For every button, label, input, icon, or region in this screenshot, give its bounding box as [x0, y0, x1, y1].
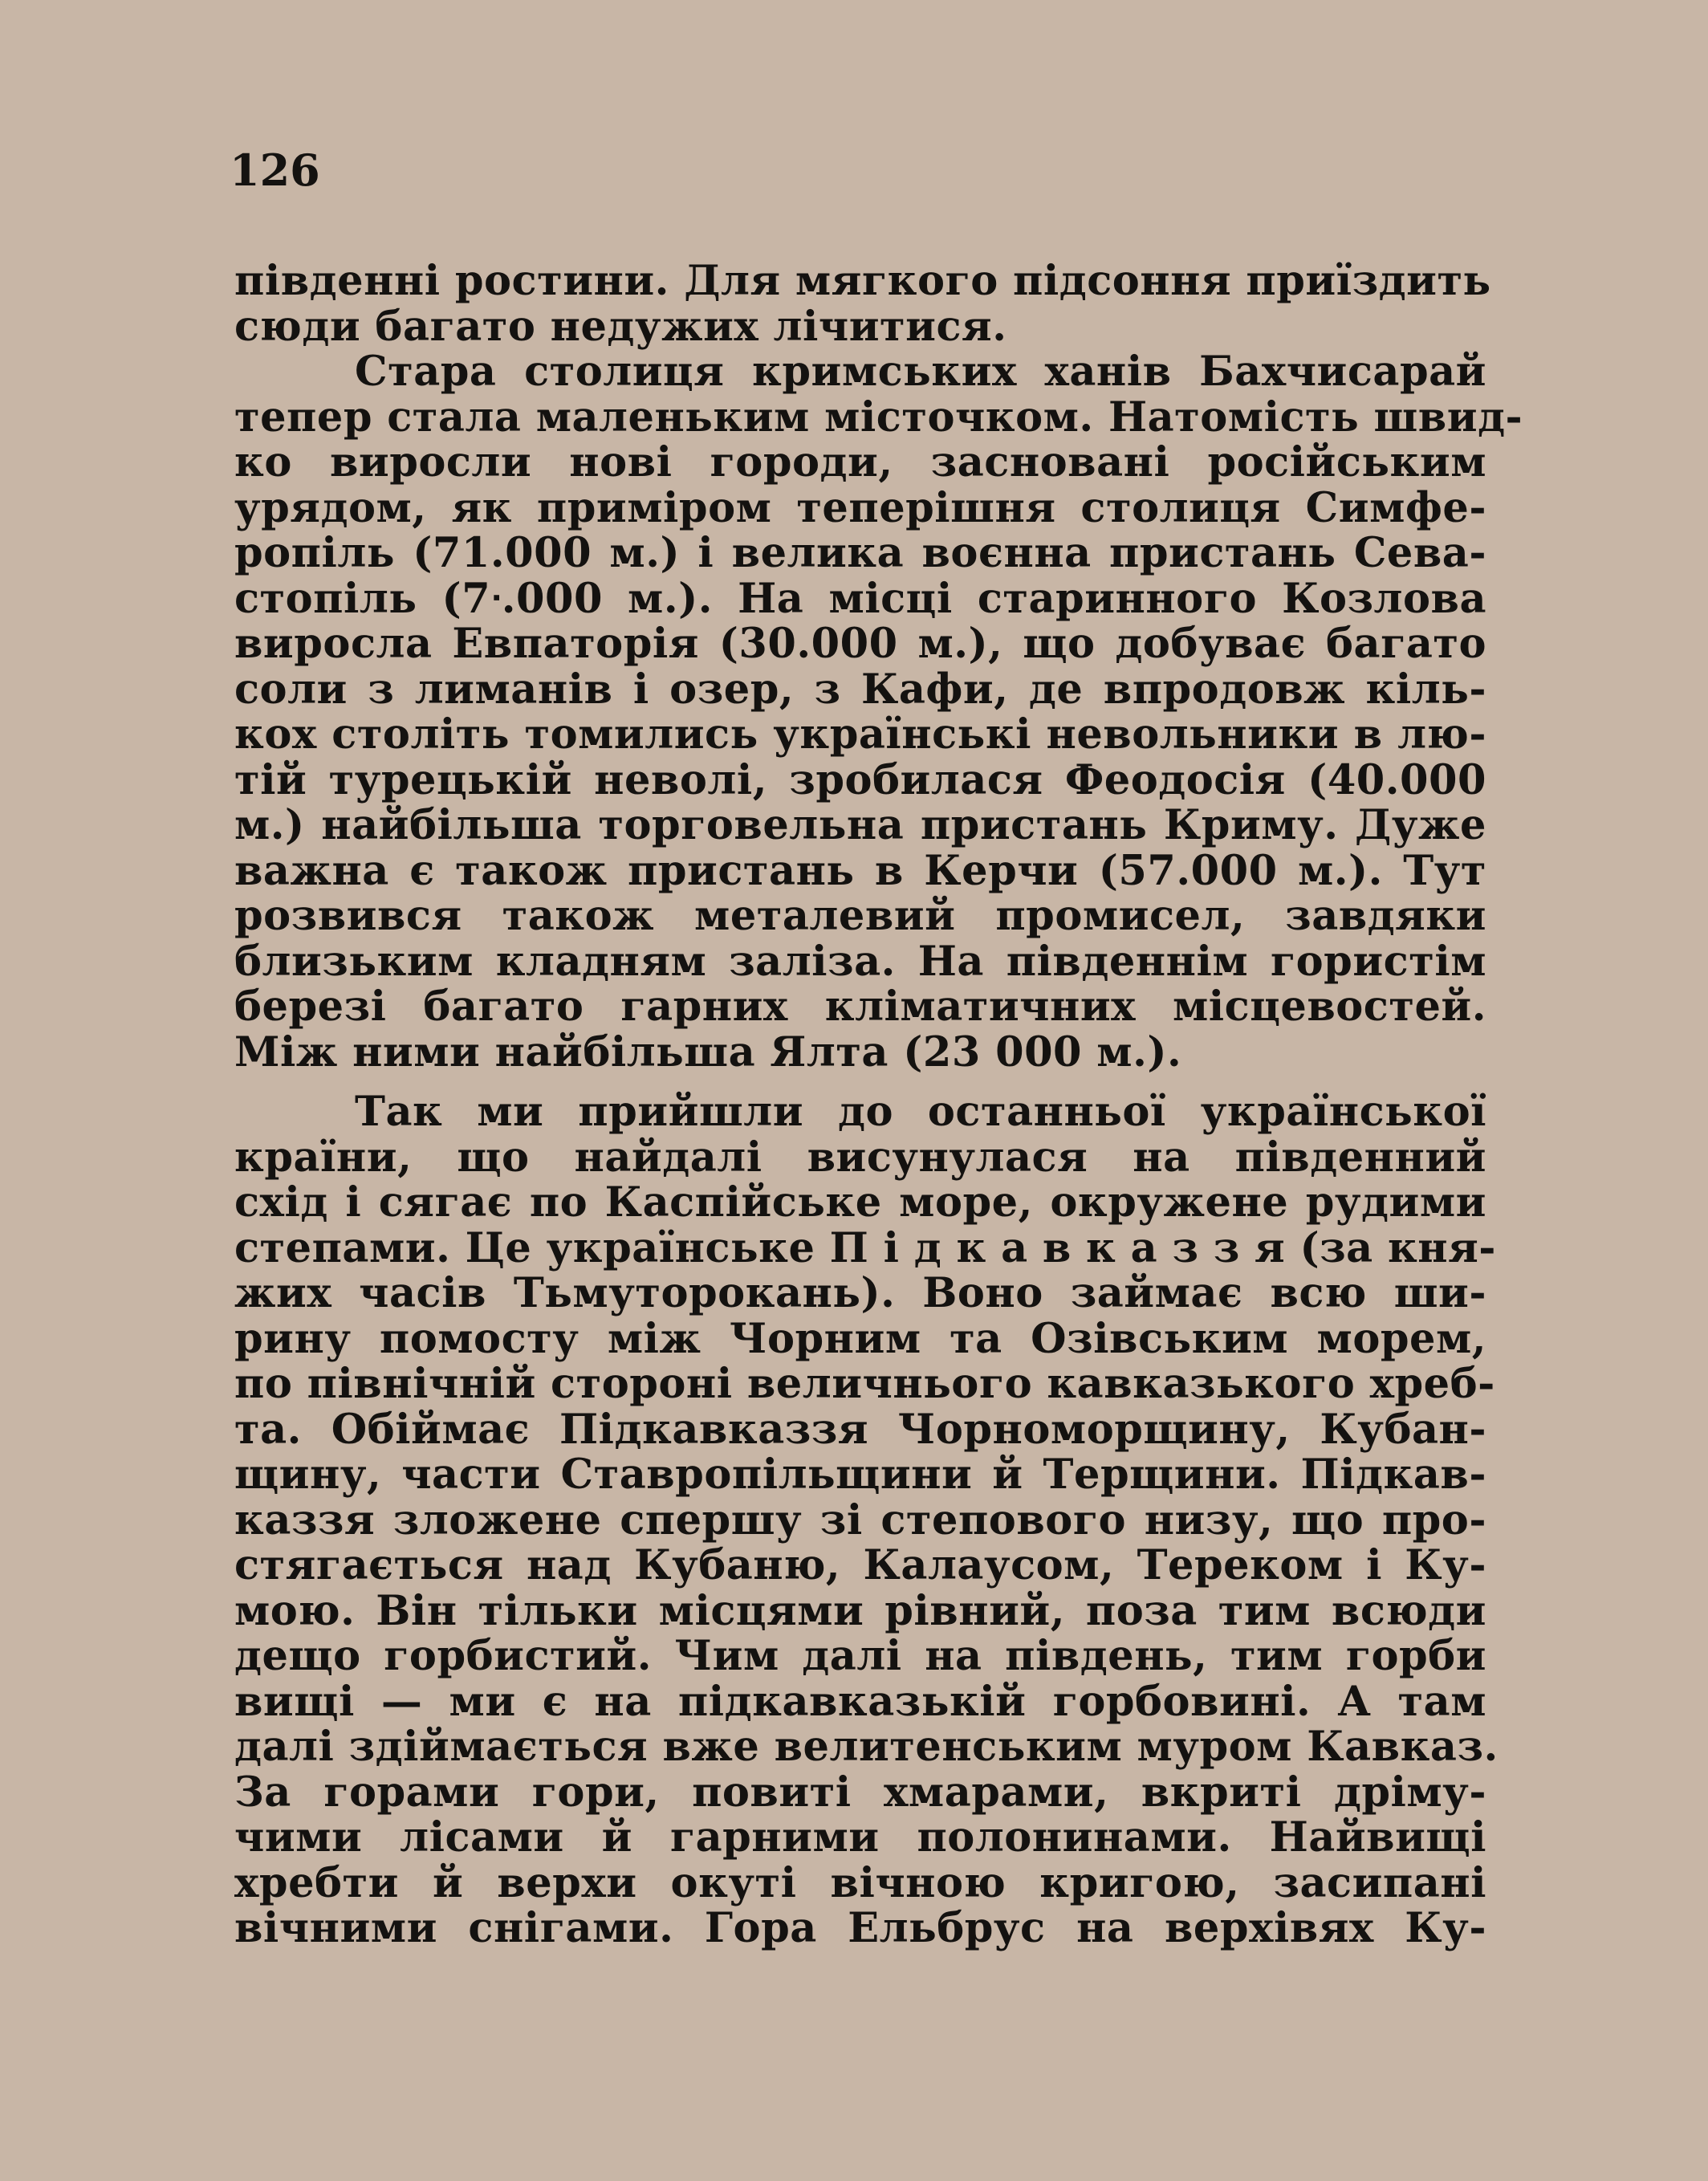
text-line: За горами гори, повиті хмарами, вкриті дріму- — [234, 1768, 1486, 1817]
text-line: рину помосту між Чорним та Озівським морем, — [234, 1314, 1486, 1363]
text-line: стягається над Кубаню, Калаусом, Тереком і Ку- — [234, 1541, 1486, 1589]
text-line: важна є також пристань в Керчи (57.000 м.). Тут — [234, 846, 1486, 895]
text-line: соли з лиманів і озер, з Кафи, де впродовж кіль- — [234, 665, 1486, 714]
text-line: південні ростини. Для мягкого підсоння приїздить — [234, 257, 1491, 305]
page-number: 126 — [230, 144, 320, 196]
body-text — [234, 257, 1523, 1952]
text-line: чими лісами й гарними полонинами. Найвищі — [234, 1813, 1486, 1862]
text-line: країни, що найдалі висунулася на південний — [234, 1133, 1486, 1182]
text-line: виросла Евпаторія (30.000 м.), що добуває багато — [234, 620, 1486, 668]
paragraph — [234, 1088, 1499, 1952]
text-line: далі здіймається вже велитенським муром Кавказ. — [234, 1723, 1499, 1771]
text-line: каззя зложене спершу зі степового низу, що про- — [234, 1495, 1486, 1544]
text-line: степами. Це українське П і д к а в к а з з я (за кня- — [234, 1223, 1496, 1272]
text-line: хребти й верхи окуті вічною кригою, засипані — [234, 1858, 1486, 1907]
text-line: вищі — ми є на підкавказькій горбовині. А там — [234, 1677, 1486, 1726]
text-line: схід і сягає по Каспійське море, окружене рудими — [234, 1178, 1486, 1227]
text-line: Так ми прийшли до останньої української — [355, 1088, 1486, 1136]
paragraph — [234, 257, 1491, 351]
text-line: Стара столиця кримських ханів Бахчисарай — [355, 348, 1486, 396]
text-line: тій турецькій неволі, зробилася Феодосія (40.000 — [234, 755, 1486, 804]
text-line: та. Обіймає Підкавказзя Чорноморщину, Кубан- — [234, 1405, 1486, 1454]
text-line: щину, части Ставропільщини й Терщини. Підкав- — [234, 1451, 1486, 1499]
text-line: урядом, як приміром теперішня столиця Симфе- — [234, 483, 1486, 532]
text-line: по північній стороні величнього кавказького хреб- — [234, 1360, 1495, 1408]
text-line: близьким кладням заліза. На південнім гористім — [234, 937, 1486, 986]
text-line: ко виросли нові городи, засновані російським — [234, 438, 1486, 486]
text-line: дещо горбистий. Чим далі на південь, тим горби — [234, 1632, 1486, 1680]
text-line: сюди багато недужих лічитися. — [234, 302, 1007, 351]
text-line: мою. Він тільки місцями рівний, поза тим всюди — [234, 1586, 1486, 1635]
text-line: розвився також металевий промисел, завдяки — [234, 892, 1486, 940]
text-line: тепер стала маленьким місточком. Натомість швид- — [234, 393, 1523, 441]
text-line: Між ними найбільша Ялта (23 000 м.). — [234, 1027, 1182, 1076]
text-line: березі багато гарних кліматичних місцевостей. — [234, 983, 1486, 1031]
text-line: жих часів Тьмуторокань). Воно займає всю ши- — [234, 1269, 1486, 1317]
text-line: ропіль (71.000 м.) і велика воєнна пристань Сева- — [234, 529, 1486, 577]
text-line: м.) найбільша торговельна пристань Криму. Дуже — [234, 801, 1486, 849]
text-line: кох століть томились українські невольники в лю- — [234, 710, 1486, 759]
text-line: стопіль (7ᐧ.000 м.). На місці старинного Козлова — [234, 574, 1486, 623]
text-line: вічними снігами. Гора Ельбрус на верхівях Ку- — [234, 1904, 1486, 1952]
paragraph — [234, 348, 1523, 1076]
